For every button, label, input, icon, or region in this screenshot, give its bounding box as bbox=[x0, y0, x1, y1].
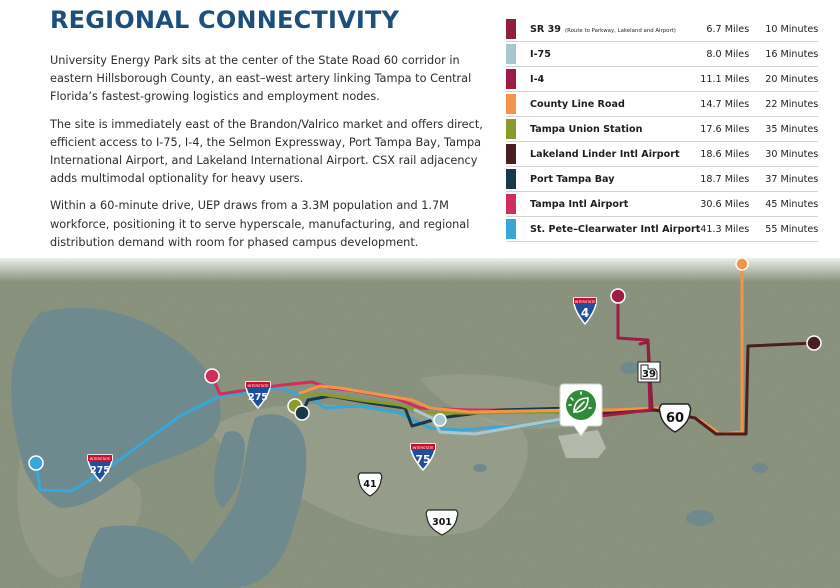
legend-row bbox=[506, 217, 818, 242]
shield-sr39 bbox=[638, 362, 660, 382]
route-miles: 11.1 Miles bbox=[700, 67, 765, 92]
route-color-swatch bbox=[506, 167, 516, 192]
page-title: REGIONAL CONNECTIVITY bbox=[50, 6, 400, 34]
route-color-swatch bbox=[506, 92, 516, 117]
route-color-swatch bbox=[506, 117, 516, 142]
legend-row bbox=[506, 67, 818, 92]
shield-us301-label: 301 bbox=[432, 517, 452, 528]
route-miles: 41.3 Miles bbox=[700, 217, 765, 242]
route-color-swatch bbox=[506, 217, 516, 242]
route-miles: 14.7 Miles bbox=[700, 92, 765, 117]
legend-row bbox=[506, 192, 818, 217]
route-name: Tampa Union Station bbox=[516, 117, 700, 142]
route-name: County Line Road bbox=[516, 92, 700, 117]
intro-paragraph-2: The site is immediately east of the Brandon/Valrico market and offers direct, efficient access to I-75, I-4, the Selmon Expressway, Port Tampa Bay, Tampa International Airport, and Lakeland International Airport. CSX rail adjacency adds multimodal optionality for heavy users. bbox=[50, 117, 483, 186]
svg-text:INTERSTATE: INTERSTATE bbox=[89, 456, 111, 461]
endpoint-county-line-road bbox=[736, 258, 748, 270]
endpoint-st-pete-airport bbox=[29, 456, 43, 470]
route-name: Lakeland Linder Intl Airport bbox=[516, 142, 700, 167]
route-name: Tampa Intl Airport bbox=[516, 192, 700, 217]
legend-row bbox=[506, 17, 818, 42]
route-minutes: 10 Minutes bbox=[765, 17, 818, 42]
legend-row bbox=[506, 167, 818, 192]
route-name: I-75 bbox=[516, 42, 700, 67]
route-minutes: 16 Minutes bbox=[765, 42, 818, 67]
route-miles: 30.6 Miles bbox=[700, 192, 765, 217]
route-color-swatch bbox=[506, 142, 516, 167]
shield-i275-south-label: 275 bbox=[90, 465, 110, 476]
route-minutes: 20 Minutes bbox=[765, 67, 818, 92]
route-miles: 18.6 Miles bbox=[700, 142, 765, 167]
route-name: I-4 bbox=[516, 67, 700, 92]
route-miles: 17.6 Miles bbox=[700, 117, 765, 142]
shield-sr39-label: 39 bbox=[642, 369, 656, 380]
header-panel bbox=[0, 0, 840, 262]
route-note: (Route to Parkway, Lakeland and Airport) bbox=[565, 27, 676, 34]
route-minutes: 55 Minutes bbox=[765, 217, 818, 242]
route-name: Port Tampa Bay bbox=[516, 167, 700, 192]
route-minutes: 30 Minutes bbox=[765, 142, 818, 167]
route-minutes: 37 Minutes bbox=[765, 167, 818, 192]
route-color-swatch bbox=[506, 192, 516, 217]
route-name: SR 39 (Route to Parkway, Lakeland and Airport) bbox=[516, 17, 700, 42]
route-minutes: 35 Minutes bbox=[765, 117, 818, 142]
endpoint-lakeland-linder bbox=[807, 336, 821, 350]
route-miles: 18.7 Miles bbox=[700, 167, 765, 192]
svg-text:INTERSTATE: INTERSTATE bbox=[247, 383, 269, 388]
shield-i275-north-label: 275 bbox=[248, 392, 268, 403]
route-miles: 8.0 Miles bbox=[700, 42, 765, 67]
shield-us41-label: 41 bbox=[363, 479, 377, 490]
route-color-swatch bbox=[506, 17, 516, 42]
route-name: St. Pete–Clearwater Intl Airport bbox=[516, 217, 700, 242]
route-legend-table bbox=[506, 17, 818, 242]
shield-i75-label: 75 bbox=[415, 453, 431, 466]
intro-paragraph-1: University Energy Park sits at the center of the State Road 60 corridor in eastern Hillsborough County, an east–west artery linking Tampa to Central Florida’s fastest-growing logistics and employment nodes. bbox=[50, 54, 472, 104]
route-minutes: 22 Minutes bbox=[765, 92, 818, 117]
legend-row bbox=[506, 92, 818, 117]
intro-text bbox=[50, 52, 500, 261]
route-color-swatch bbox=[506, 67, 516, 92]
svg-text:INTERSTATE: INTERSTATE bbox=[412, 445, 434, 450]
endpoint-tampa-intl-airport bbox=[205, 369, 219, 383]
endpoint-port-tampa-bay bbox=[295, 406, 309, 420]
endpoint-i4 bbox=[611, 289, 625, 303]
interstate-banner: INTERSTATE bbox=[574, 299, 596, 304]
route-miles: 6.7 Miles bbox=[700, 17, 765, 42]
intro-paragraph-3: Within a 60-minute drive, UEP draws from a 3.3M population and 1.7M workforce, positioning it to serve hyperscale, manufacturing, and regional distribution demand with room for phased campus development. bbox=[50, 199, 470, 249]
legend-row bbox=[506, 117, 818, 142]
route-color-swatch bbox=[506, 42, 516, 67]
endpoint-i75 bbox=[434, 414, 446, 426]
regional-map bbox=[0, 258, 840, 588]
shield-i4-label: 4 bbox=[580, 306, 590, 320]
shield-us60-label: 60 bbox=[665, 411, 685, 426]
legend-row bbox=[506, 142, 818, 167]
route-minutes: 45 Minutes bbox=[765, 192, 818, 217]
legend-row bbox=[506, 42, 818, 67]
